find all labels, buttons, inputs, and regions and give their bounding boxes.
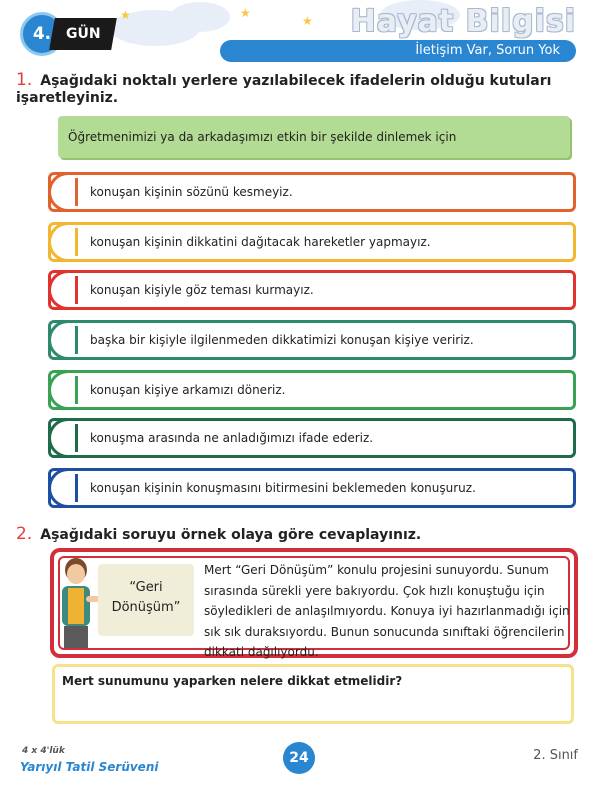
option-box[interactable] [48, 418, 576, 458]
question-number: 1. [16, 70, 33, 90]
option-text: konuşan kişiye arkamızı döneriz. [75, 376, 571, 404]
presenter-legs [64, 626, 88, 648]
option-text: başka bir kişiyle ilgilenmeden dikkatimizi konuşan kişiye veririz. [75, 326, 571, 354]
question-2 [16, 524, 421, 544]
checkbox-bracket[interactable] [48, 320, 78, 360]
card-line-1: “Geri [129, 580, 163, 595]
option-box[interactable] [48, 320, 576, 360]
option-box[interactable] [48, 222, 576, 262]
page-number: 24 [283, 742, 315, 774]
grade-label: 2. Sınıf [533, 748, 578, 763]
story-text: Mert “Geri Dönüşüm” konulu projesini sunuyordu. Sunum sırasında sürekli yere bakıyordu. Çok hızlı konuştuğu için söyledikleri de anlaşılmıyordu. Konuya iyi hazırlanmadığı için sık sık duraksıyordu. Bunun sonucunda sınıftaki öğrencilerin dikkati dağılıyordu. [204, 563, 570, 659]
question-text: Aşağıdaki noktalı yerlere yazılabilecek ifadelerin olduğu kutuları işaretleyiniz. [16, 73, 552, 106]
brand-prefix: 4 x 4'lük [22, 746, 65, 756]
checkbox-bracket[interactable] [48, 468, 78, 508]
checkbox-bracket[interactable] [48, 270, 78, 310]
checkbox-bracket[interactable] [48, 172, 78, 212]
checkbox-bracket[interactable] [48, 370, 78, 410]
day-number-badge: 4. [20, 12, 64, 56]
checkbox-bracket[interactable] [48, 418, 78, 458]
brand-name: Yarıyıl Tatil Serüveni [20, 760, 159, 774]
option-box[interactable] [48, 270, 576, 310]
option-text: konuşma arasında ne anladığımızı ifade ederiz. [75, 424, 571, 452]
option-box[interactable] [48, 370, 576, 410]
project-title-card [98, 564, 194, 636]
option-box[interactable] [48, 172, 576, 212]
star-icon: ★ [120, 8, 131, 22]
day-label-tab: GÜN [49, 18, 117, 50]
prompt-sentence: Öğretmenimizi ya da arkadaşımızı etkin bir şekilde dinlemek için [58, 116, 570, 158]
topic-subtitle: İletişim Var, Sorun Yok [220, 40, 576, 62]
option-text: konuşan kişinin dikkatini dağıtacak hareketler yapmayız. [75, 228, 571, 256]
star-icon: ★ [240, 6, 251, 20]
card-line-2: Dönüşüm” [111, 600, 181, 615]
page-title: Hayat Bilgisi [350, 4, 576, 39]
option-text: konuşan kişiyle göz teması kurmayız. [75, 276, 571, 304]
option-box[interactable] [48, 468, 576, 508]
question-number: 2. [16, 524, 33, 544]
cloud-decoration [170, 2, 230, 32]
question-text: Aşağıdaki soruyu örnek olaya göre cevaplayınız. [40, 527, 422, 543]
answer-question: Mert sunumunu yaparken nelere dikkat etmelidir? [62, 674, 403, 688]
presenter-face [67, 564, 85, 584]
checkbox-bracket[interactable] [48, 222, 78, 262]
answer-box[interactable] [52, 664, 574, 724]
presenter-vest [68, 588, 84, 624]
question-1 [16, 70, 600, 106]
star-icon: ★ [302, 14, 313, 28]
option-text: konuşan kişinin sözünü kesmeyiz. [75, 178, 571, 206]
option-text: konuşan kişinin konuşmasını bitirmesini beklemeden konuşuruz. [75, 474, 571, 502]
